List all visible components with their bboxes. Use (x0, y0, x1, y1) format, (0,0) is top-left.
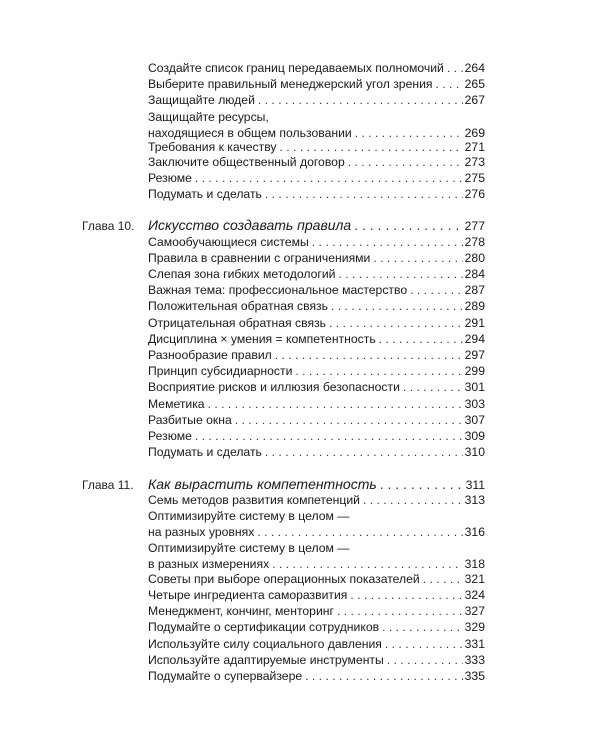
leader-dots (387, 653, 463, 669)
entry-title: Меметика (148, 397, 205, 411)
entry-page: 310 (464, 445, 485, 459)
leader-dots (350, 588, 462, 604)
entry-title: Защищайте людей (148, 93, 255, 107)
toc-entry (148, 316, 485, 332)
leader-dots (280, 140, 463, 156)
entry-title: Используйте силу социального давления (148, 637, 382, 651)
entry-page: 329 (464, 620, 485, 634)
leader-dots (348, 155, 463, 171)
entry-title: в разных измерениях (148, 556, 270, 571)
entry-page: 331 (464, 637, 485, 651)
leader-dots (329, 316, 463, 332)
leader-dots (410, 283, 463, 299)
toc-entry (148, 251, 485, 267)
entry-page: 299 (464, 364, 485, 378)
toc-entry (148, 429, 485, 445)
entry-page: 271 (464, 140, 485, 154)
entry-title: Выберите правильный менеджерский угол зрения (148, 77, 433, 91)
toc-entry (148, 332, 485, 348)
entry-page: 273 (464, 155, 485, 169)
entry-page: 324 (464, 588, 485, 602)
leader-dots (258, 93, 463, 109)
leader-dots (305, 669, 463, 685)
entry-page: 313 (464, 493, 485, 507)
toc-entry (148, 572, 485, 588)
entry-page: 264 (464, 61, 485, 75)
entry-page: 318 (464, 556, 485, 571)
toc-entry (148, 588, 485, 604)
chapter-label: Глава 11. (82, 478, 134, 492)
leader-dots (363, 493, 463, 509)
toc-entry (148, 653, 485, 669)
leader-dots (312, 235, 463, 251)
entry-title: Подумайте о супервайзере (148, 669, 303, 683)
entry-title: находящиеся в общем пользовании (148, 125, 352, 140)
toc-entry (148, 283, 485, 299)
toc-entry (148, 348, 485, 364)
chapter-title: Искусство создавать правила (148, 217, 352, 233)
leader-dots (447, 61, 463, 77)
entry-page: 327 (464, 604, 485, 618)
entry-title: Советы при выборе операционных показателей (148, 572, 420, 586)
entry-title-line1: Оптимизируйте систему в целом — (148, 509, 350, 523)
entry-page: 294 (464, 332, 485, 346)
entry-page: 289 (464, 299, 485, 313)
toc-entry (148, 541, 485, 572)
leader-dots (355, 126, 463, 142)
toc-entry (148, 235, 485, 251)
entry-page: 284 (464, 267, 485, 281)
entry-title: Подумать и сделать (148, 445, 262, 459)
entry-title: Требования к качеству (148, 140, 277, 154)
toc-entry (148, 267, 485, 283)
leader-dots (208, 397, 463, 413)
entry-page: 291 (464, 316, 485, 330)
toc-entry (148, 61, 485, 77)
toc-entry (148, 155, 485, 171)
entry-title: Используйте адаптируемые инструменты (148, 653, 384, 667)
entry-page: 321 (464, 572, 485, 586)
leader-dots (382, 620, 463, 636)
toc-entry (148, 93, 485, 109)
entry-page: 265 (464, 77, 485, 91)
leader-dots (337, 604, 463, 620)
toc-entry (148, 380, 485, 396)
entry-title: Четыре ингредиента саморазвития (148, 588, 348, 602)
leader-dots (436, 77, 463, 93)
entry-page: 267 (464, 93, 485, 107)
toc-entry (148, 493, 485, 509)
leader-dots (295, 364, 462, 380)
entry-title: Резюме (148, 171, 192, 185)
leader-dots (373, 251, 462, 267)
chapter-page: 277 (464, 219, 485, 233)
leader-dots (257, 525, 462, 541)
entry-title: Принцип субсидиарности (148, 364, 293, 378)
entry-title: Резюме (148, 429, 192, 443)
toc-entry (148, 364, 485, 380)
entry-page: 303 (464, 397, 485, 411)
entry-title: Важная тема: профессиональное мастерство (148, 283, 408, 297)
entry-title-line1: Оптимизируйте систему в целом — (148, 541, 350, 555)
toc-entry (148, 110, 485, 141)
entry-title: Положительная обратная связь (148, 299, 328, 313)
entry-title: Отрицательная обратная связь (148, 316, 327, 330)
toc-entry (148, 140, 485, 156)
leader-dots (275, 348, 463, 364)
chapter-page: 311 (465, 478, 485, 492)
leader-dots (195, 429, 463, 445)
entry-page: 316 (464, 524, 485, 539)
entry-title: Создайте список границ передаваемых полномочий (148, 61, 444, 75)
toc-entry (148, 171, 485, 187)
entry-page: 301 (464, 380, 485, 394)
entry-title: Заключите общественный договор (148, 155, 345, 169)
toc-entry (148, 509, 485, 540)
toc-entry (148, 397, 485, 413)
entry-title: Менеджмент, кончинг, менторинг (148, 604, 334, 618)
toc-entry (148, 669, 485, 685)
entry-page: 269 (464, 125, 485, 140)
entry-title: Семь методов развития компетенций (148, 493, 360, 507)
entry-page: 278 (464, 235, 485, 249)
entry-page: 335 (464, 669, 485, 683)
leader-dots (265, 187, 463, 203)
leader-dots (403, 380, 463, 396)
leader-dots (265, 445, 463, 461)
toc-entry (148, 620, 485, 636)
toc-entry (148, 604, 485, 620)
entry-title-line1: Защищайте ресурсы, (148, 110, 269, 124)
entry-title: Дисциплина × умения = компетентность (148, 332, 376, 346)
toc-entry (148, 637, 485, 653)
entry-title: Подумайте о сертификации сотрудников (148, 620, 380, 634)
entry-title: Слепая зона гибких методологий (148, 267, 336, 281)
entry-title: Разнообразие правил (148, 348, 272, 362)
leader-dots (380, 476, 464, 493)
toc-entry (148, 299, 485, 315)
entry-page: 275 (464, 171, 485, 185)
leader-dots (331, 299, 463, 315)
entry-title: Правила в сравнении с ограничениями (148, 251, 371, 265)
entry-title: Подумать и сделать (148, 187, 262, 201)
chapter-label: Глава 10. (82, 219, 135, 233)
leader-dots (354, 217, 462, 234)
leader-dots (423, 572, 463, 588)
leader-dots (379, 332, 463, 348)
toc-entry (148, 77, 485, 93)
entry-title: Восприятие рисков и иллюзия безопасности (148, 380, 400, 394)
toc-entry (148, 187, 485, 203)
leader-dots (272, 557, 462, 573)
toc-entry (148, 445, 485, 461)
entry-page: 333 (464, 653, 485, 667)
leader-dots (235, 413, 463, 429)
entry-title: Разбитые окна (148, 413, 232, 427)
entry-page: 276 (464, 187, 485, 201)
chapter-title: Как вырастить компетентность (148, 476, 377, 492)
leader-dots (338, 267, 462, 283)
leader-dots (195, 171, 463, 187)
leader-dots (385, 637, 463, 653)
entry-page: 280 (464, 251, 485, 265)
entry-page: 307 (464, 413, 485, 427)
entry-title: Самообучающиеся системы (148, 235, 309, 249)
entry-title: на разных уровнях (148, 524, 255, 539)
chapter-heading (148, 476, 485, 494)
chapter-heading (148, 217, 485, 235)
entry-page: 287 (464, 283, 485, 297)
entry-page: 297 (464, 348, 485, 362)
toc-entry (148, 413, 485, 429)
entry-page: 309 (464, 429, 485, 443)
